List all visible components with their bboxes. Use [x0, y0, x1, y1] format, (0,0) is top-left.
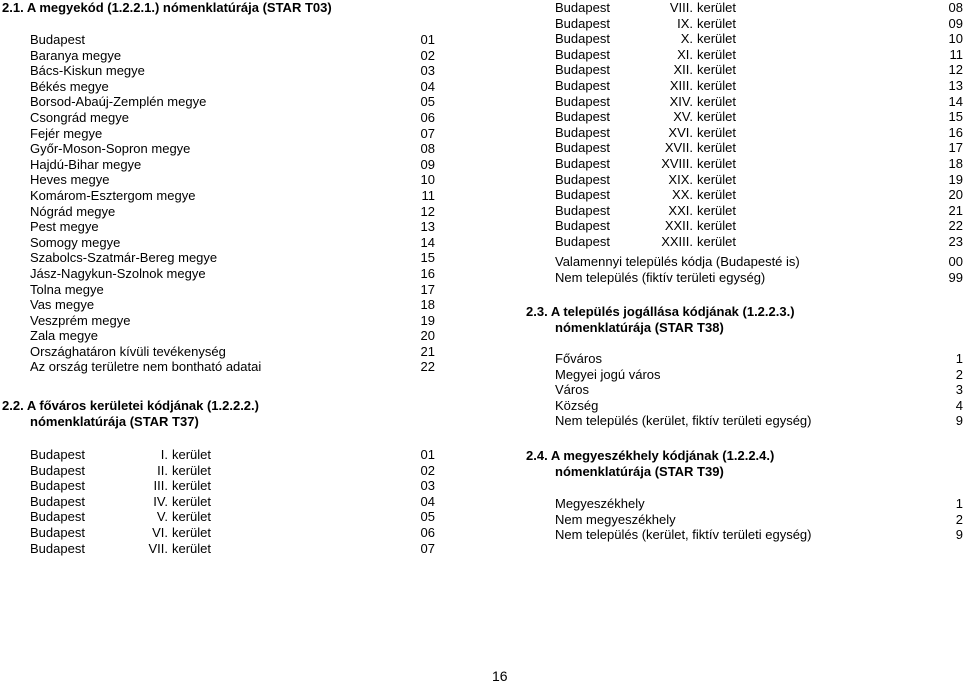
t38-table	[555, 351, 963, 429]
table-row	[30, 525, 435, 541]
row-label: Zala megye	[30, 328, 98, 344]
table-row	[30, 126, 435, 142]
row-district-word: kerület	[697, 155, 737, 171]
row-district-number: XI.	[677, 46, 693, 62]
row-district-number: III.	[153, 478, 168, 494]
row-code: 02	[420, 462, 435, 478]
row-code: 23	[948, 233, 963, 249]
table-row	[30, 32, 435, 48]
row-code: 04	[420, 78, 435, 94]
row-district-number: XXI.	[668, 202, 693, 218]
row-label: Csongrád megye	[30, 109, 129, 125]
row-code: 12	[420, 203, 435, 219]
row-code: 16	[948, 124, 963, 140]
row-city: Budapest	[555, 202, 610, 218]
t03-heading: 2.1. A megyekód (1.2.2.1.) nómenklatúrája (STAR T03)	[2, 0, 332, 15]
row-label: Borsod-Abaúj-Zemplén megye	[30, 94, 207, 110]
table-row	[555, 140, 963, 156]
row-city: Budapest	[555, 171, 610, 187]
row-label: Szabolcs-Szatmár-Bereg megye	[30, 250, 218, 266]
row-district-word: kerület	[697, 140, 737, 156]
row-code: 2	[955, 511, 963, 527]
row-label: Országhatáron kívüli tevékenység	[30, 343, 226, 359]
row-code: 15	[420, 250, 435, 266]
table-row	[30, 541, 435, 557]
row-label: Veszprém megye	[30, 312, 131, 328]
row-label: Győr-Moson-Sopron megye	[30, 141, 191, 157]
row-code: 08	[948, 0, 963, 15]
row-city: Budapest	[555, 77, 610, 93]
table-row	[30, 328, 435, 344]
row-code: 08	[420, 141, 435, 157]
row-label: Somogy megye	[30, 234, 121, 250]
table-row	[555, 156, 963, 172]
row-district-number: II.	[157, 462, 168, 478]
table-row	[30, 282, 435, 298]
row-district-word: kerület	[697, 202, 737, 218]
row-label: Heves megye	[30, 172, 110, 188]
row-label: Valamennyi település kódja (Budapesté is)	[555, 254, 800, 269]
row-district-word: kerület	[172, 540, 212, 556]
row-city: Budapest	[555, 62, 610, 78]
table-row	[555, 172, 963, 188]
row-district-number: I.	[160, 447, 168, 462]
row-label: Nem megyeszékhely	[555, 511, 676, 527]
row-label: Vas megye	[30, 297, 95, 313]
row-code: 06	[420, 524, 435, 540]
table-row	[555, 367, 963, 383]
row-district-number: XX.	[672, 187, 693, 203]
row-city: Budapest	[30, 493, 85, 509]
row-code: 09	[420, 156, 435, 172]
row-district-number: XIV.	[669, 93, 693, 109]
row-district-word: kerület	[697, 124, 737, 140]
row-code: 01	[420, 32, 435, 47]
row-code: 1	[955, 496, 963, 511]
row-code: 16	[420, 265, 435, 281]
row-label: Bács-Kiskun megye	[30, 63, 145, 79]
row-district-number: XV.	[673, 109, 693, 125]
row-district-number: XXII.	[664, 218, 693, 234]
row-district-number: IX.	[677, 15, 693, 31]
row-district-word: kerület	[172, 462, 212, 478]
row-code: 18	[948, 155, 963, 171]
row-city: Budapest	[555, 187, 610, 203]
row-label: Békés megye	[30, 78, 109, 94]
row-code: 03	[420, 478, 435, 494]
row-code: 06	[420, 109, 435, 125]
t38-heading-line1: 2.3. A település jogállása kódjának (1.2.2.3.)	[526, 304, 795, 319]
row-code: 99	[948, 269, 963, 285]
table-row	[30, 157, 435, 173]
row-label: Tolna megye	[30, 281, 104, 297]
row-label: Nógrád megye	[30, 203, 116, 219]
table-row	[30, 447, 435, 463]
table-row	[30, 494, 435, 510]
row-code: 00	[948, 254, 963, 269]
row-code: 10	[948, 31, 963, 47]
row-city: Budapest	[30, 524, 85, 540]
row-district-number: IV.	[153, 493, 168, 509]
row-label: Jász-Nagykun-Szolnok megye	[30, 265, 206, 281]
row-city: Budapest	[555, 155, 610, 171]
row-city: Budapest	[555, 109, 610, 125]
table-row	[555, 94, 963, 110]
table-row	[555, 527, 963, 543]
row-code: 14	[948, 93, 963, 109]
row-city: Budapest	[555, 93, 610, 109]
table-row	[30, 79, 435, 95]
table-row	[555, 0, 963, 16]
row-code: 4	[955, 397, 963, 413]
row-label: Nem település (kerület, fiktív területi egység)	[555, 527, 812, 543]
row-code: 12	[948, 62, 963, 78]
row-district-word: kerület	[697, 233, 737, 249]
table-row	[555, 78, 963, 94]
row-district-number: VIII.	[669, 0, 693, 15]
table-row	[555, 109, 963, 125]
table-row	[30, 313, 435, 329]
row-code: 21	[948, 202, 963, 218]
row-label: Város	[555, 382, 589, 398]
row-district-number: XII.	[673, 62, 693, 78]
row-code: 3	[955, 382, 963, 398]
row-code: 13	[420, 219, 435, 235]
table-row	[555, 413, 963, 429]
table-row	[555, 203, 963, 219]
row-district-number: XVIII.	[661, 155, 693, 171]
table-row	[30, 94, 435, 110]
t03-table	[30, 32, 435, 375]
row-label: Főváros	[555, 351, 602, 366]
table-row	[555, 382, 963, 398]
table-row	[555, 218, 963, 234]
row-code: 17	[948, 140, 963, 156]
row-code: 09	[948, 15, 963, 31]
row-district-number: XIII.	[669, 77, 693, 93]
table-row	[30, 509, 435, 525]
row-code: 01	[420, 447, 435, 462]
row-district-word: kerület	[697, 109, 737, 125]
table-row	[555, 351, 963, 367]
row-code: 9	[955, 527, 963, 543]
row-label: Nem település (fiktív területi egység)	[555, 269, 766, 285]
table-row	[555, 254, 963, 270]
row-district-word: kerület	[697, 187, 737, 203]
row-city: Budapest	[30, 447, 85, 462]
table-row	[30, 188, 435, 204]
t38-heading-line2: nómenklatúrája (STAR T38)	[555, 320, 724, 335]
row-code: 22	[948, 218, 963, 234]
row-district-number: XXIII.	[661, 233, 693, 249]
table-row	[555, 47, 963, 63]
row-city: Budapest	[30, 462, 85, 478]
row-code: 17	[420, 281, 435, 297]
row-code: 07	[420, 540, 435, 556]
row-district-number: X.	[680, 31, 693, 47]
row-district-number: V.	[156, 509, 168, 525]
table-row	[555, 31, 963, 47]
page-number: 16	[492, 668, 508, 684]
table-row	[555, 398, 963, 414]
row-label: Az ország területre nem bontható adatai	[30, 359, 262, 375]
row-district-word: kerület	[697, 0, 737, 15]
row-city: Budapest	[30, 509, 85, 525]
row-city: Budapest	[555, 124, 610, 140]
table-row	[30, 297, 435, 313]
row-city: Budapest	[30, 478, 85, 494]
row-label: Hajdú-Bihar megye	[30, 156, 142, 172]
row-code: 2	[955, 366, 963, 382]
table-row	[555, 234, 963, 250]
row-label: Megyei jogú város	[555, 366, 661, 382]
row-city: Budapest	[555, 46, 610, 62]
table-row	[30, 141, 435, 157]
row-district-word: kerület	[697, 46, 737, 62]
table-row	[555, 16, 963, 32]
row-label: Fejér megye	[30, 125, 103, 141]
table-row	[30, 63, 435, 79]
row-code: 1	[955, 351, 963, 366]
table-row	[30, 172, 435, 188]
row-district-word: kerület	[697, 171, 737, 187]
row-code: 20	[948, 187, 963, 203]
table-row	[555, 187, 963, 203]
row-code: 02	[420, 47, 435, 63]
t39-heading-line2: nómenklatúrája (STAR T39)	[555, 464, 724, 479]
row-label: Baranya megye	[30, 47, 122, 63]
table-row	[30, 250, 435, 266]
row-label: Megyeszékhely	[555, 496, 645, 511]
table-row	[555, 270, 963, 286]
table-row	[555, 125, 963, 141]
row-code: 20	[420, 328, 435, 344]
table-row	[30, 110, 435, 126]
table-row	[30, 48, 435, 64]
row-district-number: VI.	[152, 524, 168, 540]
row-district-word: kerület	[172, 478, 212, 494]
t37-extra-rows	[555, 254, 963, 285]
table-row	[30, 463, 435, 479]
row-code: 07	[420, 125, 435, 141]
row-code: 11	[949, 46, 963, 62]
table-row	[30, 235, 435, 251]
row-district-word: kerület	[172, 447, 212, 462]
table-row	[30, 359, 435, 375]
row-code: 05	[420, 94, 435, 110]
table-row	[30, 266, 435, 282]
row-code: 11	[421, 187, 435, 203]
row-code: 19	[948, 171, 963, 187]
row-label: Komárom-Esztergom megye	[30, 187, 196, 203]
row-label: Község	[555, 397, 599, 413]
row-code: 05	[420, 509, 435, 525]
row-district-number: XVI.	[668, 124, 693, 140]
row-code: 18	[420, 297, 435, 313]
row-code: 15	[948, 109, 963, 125]
row-city: Budapest	[555, 218, 610, 234]
row-code: 04	[420, 493, 435, 509]
row-district-number: VII.	[148, 540, 168, 556]
row-city: Budapest	[555, 0, 610, 15]
t39-table	[555, 496, 963, 543]
table-row	[30, 204, 435, 220]
table-row	[30, 219, 435, 235]
t39-heading-line1: 2.4. A megyeszékhely kódjának (1.2.2.4.)	[526, 448, 775, 463]
row-city: Budapest	[30, 540, 85, 556]
table-row	[30, 478, 435, 494]
t37-heading-line1: 2.2. A főváros kerületei kódjának (1.2.2.2.)	[2, 398, 259, 413]
row-code: 13	[948, 77, 963, 93]
t37-table-right	[555, 0, 963, 250]
row-district-word: kerület	[697, 93, 737, 109]
t37-heading-line2: nómenklatúrája (STAR T37)	[30, 414, 199, 429]
row-label: Pest megye	[30, 219, 99, 235]
row-district-number: XIX.	[668, 171, 693, 187]
table-row	[30, 344, 435, 360]
row-district-word: kerület	[697, 218, 737, 234]
row-code: 10	[420, 172, 435, 188]
row-label: Budapest	[30, 32, 85, 47]
row-code: 22	[420, 359, 435, 375]
row-district-word: kerület	[697, 31, 737, 47]
row-code: 9	[955, 413, 963, 429]
row-city: Budapest	[555, 233, 610, 249]
row-district-number: XVII.	[664, 140, 693, 156]
row-district-word: kerület	[697, 62, 737, 78]
t37-table-left	[30, 447, 435, 556]
row-code: 19	[420, 312, 435, 328]
row-code: 21	[420, 343, 435, 359]
row-district-word: kerület	[172, 509, 212, 525]
row-district-word: kerület	[697, 15, 737, 31]
row-district-word: kerület	[172, 524, 212, 540]
table-row	[555, 512, 963, 528]
table-row	[555, 496, 963, 512]
row-city: Budapest	[555, 140, 610, 156]
row-code: 03	[420, 63, 435, 79]
row-city: Budapest	[555, 15, 610, 31]
row-district-word: kerület	[172, 493, 212, 509]
table-row	[555, 62, 963, 78]
row-city: Budapest	[555, 31, 610, 47]
row-label: Nem település (kerület, fiktív területi egység)	[555, 413, 812, 429]
row-code: 14	[420, 234, 435, 250]
row-district-word: kerület	[697, 77, 737, 93]
